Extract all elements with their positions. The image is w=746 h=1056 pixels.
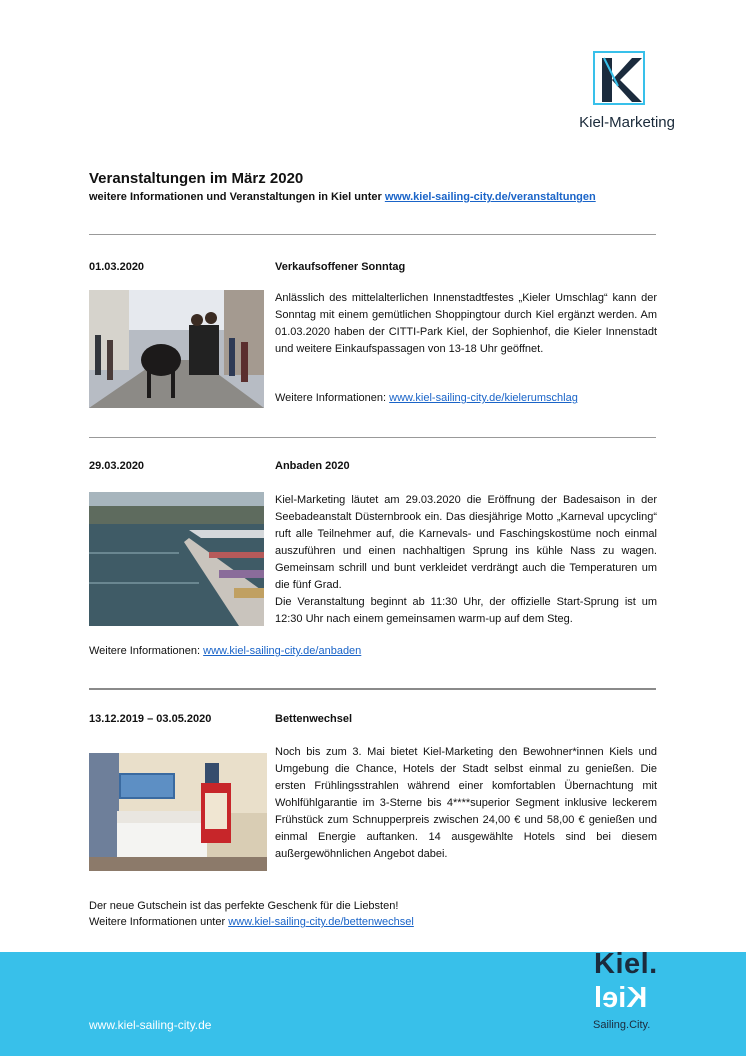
event-description-part2: Die Veranstaltung beginnt ab 11:30 Uhr, der offizielle Start-Sprung ist um 12:30 Uhr nach einem gemeinsamen warm-up auf dem Steg.	[275, 596, 657, 625]
footer-tagline: Sailing.City.	[593, 1019, 651, 1031]
footer-url[interactable]: www.kiel-sailing-city.de	[89, 1018, 212, 1032]
event-title: Bettenwechsel	[275, 713, 353, 725]
event-photo-hotel-room	[89, 753, 267, 871]
bettenwechsel-link[interactable]: www.kiel-sailing-city.de/bettenwechsel	[228, 916, 414, 928]
closing-line: Der neue Gutschein ist das perfekte Geschenk für die Liebsten!	[89, 900, 399, 912]
subtitle-text: weitere Informationen und Veranstaltungen in Kiel unter	[89, 191, 385, 203]
page-subtitle	[89, 191, 596, 203]
event-description	[275, 492, 657, 628]
event-title: Anbaden 2020	[275, 460, 350, 472]
more-info-label: Weitere Informationen unter	[89, 916, 229, 928]
event-photo-seebadeanstalt	[89, 492, 264, 626]
events-link[interactable]: www.kiel-sailing-city.de/veranstaltungen	[384, 191, 596, 203]
event-date: 01.03.2020	[89, 261, 145, 273]
event-title: Verkaufsoffener Sonntag	[275, 261, 406, 273]
divider	[89, 688, 656, 690]
more-info	[89, 643, 361, 660]
event-description: Noch bis zum 3. Mai bietet Kiel-Marketing den Bewohner*innen Kiels und Umgebung die Chance, Hotels der Stadt selbst einmal zu genießen. Die ersten Frühlingsstrahlen während einer komfortablen Übernachtung mit Wohlfühlgarantie im 3-Sterne bis 4****superior Segment inklusive leckerem Frühstück zum Schnupperpreis zwischen 24,00 € und 58,00 € genießen und einmal Energie auftanken. 14 ausgewählte Hotels sind bei diesem außergewöhnlichen Angebot dabei.	[275, 746, 657, 860]
event-date: 29.03.2020	[89, 460, 145, 472]
divider	[89, 437, 656, 438]
more-info	[275, 390, 578, 407]
kiel-logo-mirror: Kiel	[594, 982, 648, 1014]
divider	[89, 234, 656, 235]
anbaden-link[interactable]: www.kiel-sailing-city.de/anbaden	[203, 645, 362, 657]
more-info-label: Weitere Informationen:	[275, 392, 390, 404]
more-info-label: Weitere Informationen:	[89, 645, 204, 657]
logo-wordmark: Kiel-Marketing	[579, 114, 675, 131]
kiel-logo-word: Kiel.	[594, 948, 658, 980]
event-description: Anlässlich des mittelalterlichen Innenstadtfestes „Kieler Umschlag“ kann der Sonntag mit einem gemütlichen Shoppingtour durch Kiel ergänzt werden. Am 01.03.2020 haben der CITTI-Park Kiel, der Sophienhof, die Kieler Innenstadt und weitere Einkaufspassagen von 13-18 Uhr geöffnet.	[275, 292, 657, 355]
event-date: 13.12.2019 – 03.05.2020	[89, 713, 212, 725]
more-info	[89, 914, 414, 931]
page-title: Veranstaltungen im März 2020	[89, 170, 304, 187]
event-description-part1: Kiel-Marketing läutet am 29.03.2020 die Eröffnung der Badesaison in der Seebadeanstalt Düsternbrook ein. Das diesjährige Motto „Karneval upcycling“ ruft alle Teilnehmer auf, die Karnevals- und Faschingskostüme noch einmal auszuführen und einen nachhaltigen Sprung ins kühle Nass zu wagen. Gemeinsam schrill und bunt verkleidet verdrängt auch die Temperaturen um die fünf Grad.	[275, 494, 657, 591]
event-photo-horse-carriage	[89, 290, 264, 408]
kiel-marketing-logo-icon	[592, 50, 646, 106]
kielerumschlag-link[interactable]: www.kiel-sailing-city.de/kielerumschlag	[389, 392, 578, 404]
